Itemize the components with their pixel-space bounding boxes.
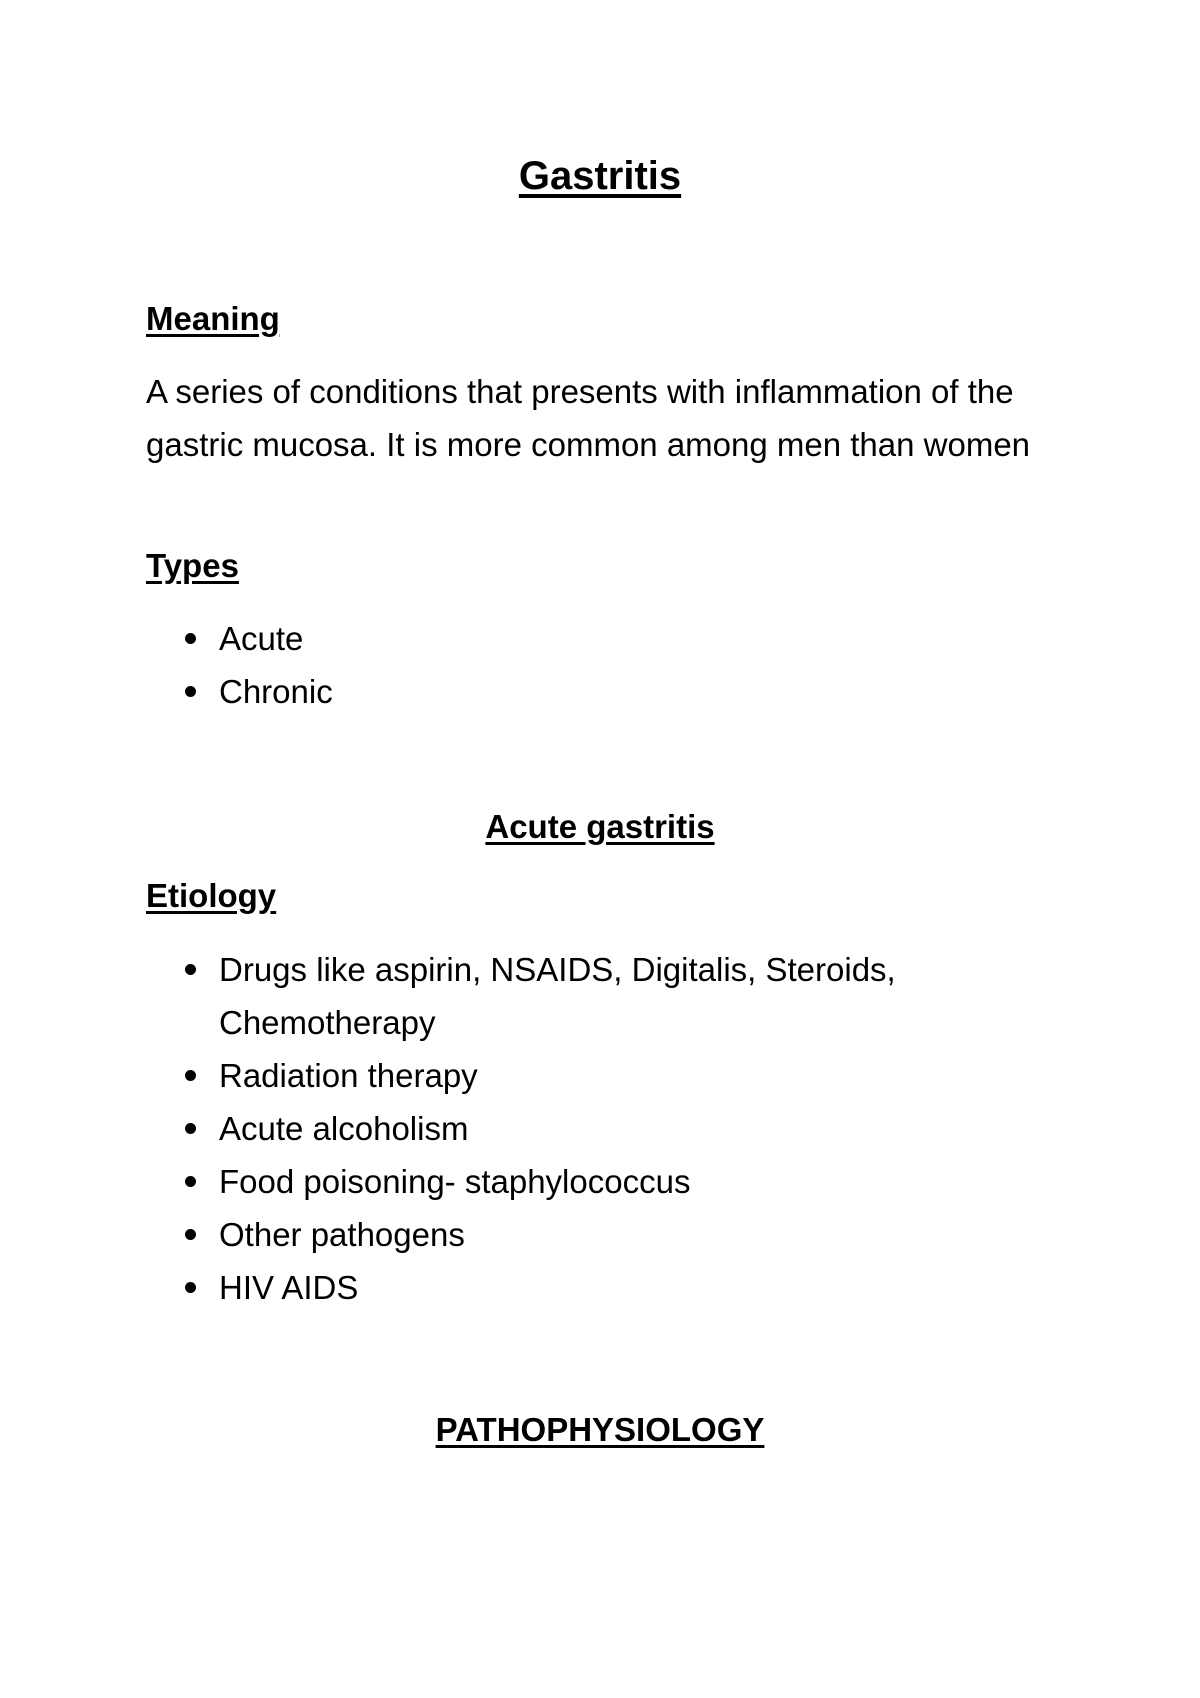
- bullet-icon: [185, 1229, 196, 1240]
- bullet-icon: [185, 1123, 196, 1134]
- bullet-icon: [185, 964, 196, 975]
- meaning-heading: Meaning: [146, 300, 280, 337]
- page-title: Gastritis: [518, 154, 682, 198]
- list-item: Other pathogens: [0, 1208, 979, 1261]
- types-list: [0, 612, 1100, 718]
- bullet-icon: [185, 633, 196, 644]
- bullet-icon: [185, 686, 196, 697]
- list-item: Chronic: [0, 665, 979, 718]
- bullet-icon: [185, 1070, 196, 1081]
- list-item: Acute alcoholism: [0, 1102, 979, 1155]
- bullet-icon: [185, 1176, 196, 1187]
- list-item: Drugs like aspirin, NSAIDS, Digitalis, Steroids, Chemotherapy: [0, 943, 979, 1049]
- list-item: Acute: [0, 612, 979, 665]
- etiology-heading: Etiology: [146, 877, 277, 914]
- pathophysiology-heading: PATHOPHYSIOLOGY: [435, 1411, 765, 1448]
- meaning-paragraph: A series of conditions that presents with inflammation of the gastric mucosa. It is more common among men than women: [146, 373, 1031, 463]
- types-heading: Types: [146, 547, 239, 584]
- list-item: HIV AIDS: [0, 1261, 979, 1314]
- etiology-list: [0, 943, 1100, 1314]
- bullet-icon: [185, 1282, 196, 1293]
- acute-gastritis-heading: Acute gastritis: [485, 808, 715, 845]
- list-item: Radiation therapy: [0, 1049, 979, 1102]
- list-item: Food poisoning- staphylococcus: [0, 1155, 979, 1208]
